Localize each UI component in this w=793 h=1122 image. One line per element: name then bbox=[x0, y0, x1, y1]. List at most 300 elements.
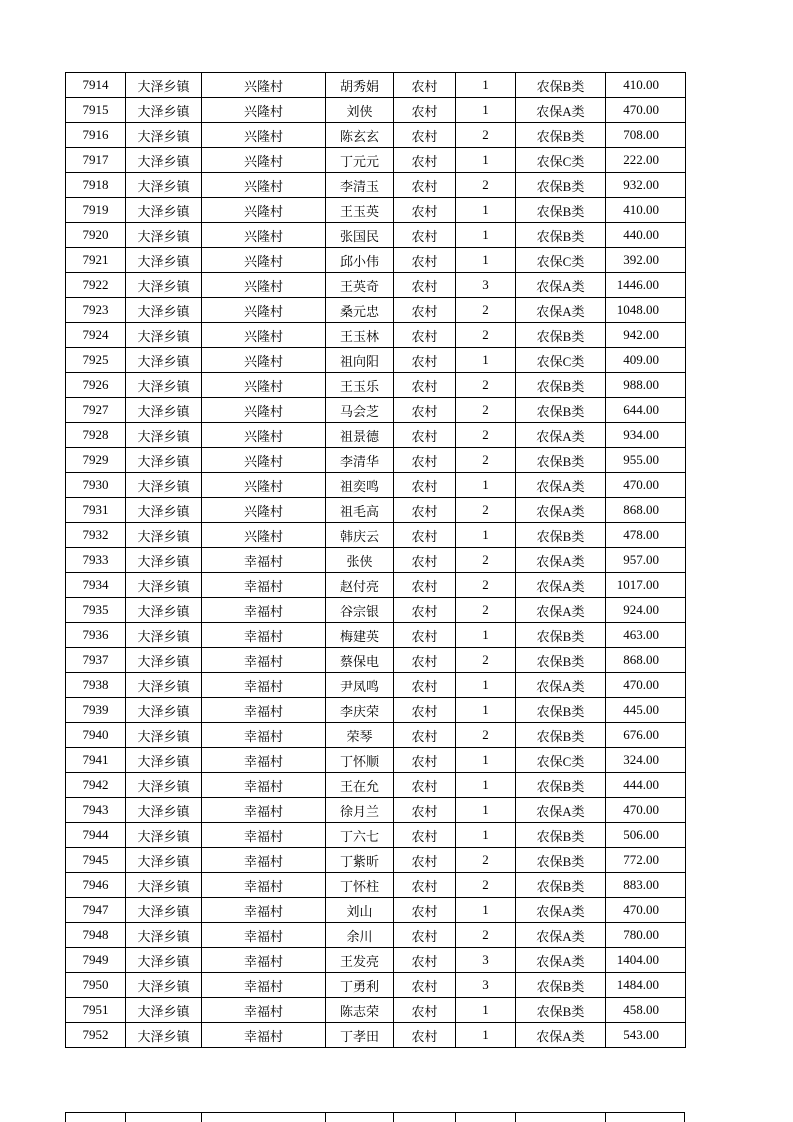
cell-amount: 444.00 bbox=[606, 773, 686, 798]
cell-name: 丁怀顺 bbox=[326, 748, 394, 773]
cell-count: 1 bbox=[456, 223, 516, 248]
cell-category: 农村 bbox=[394, 323, 456, 348]
cell-name: 马会芝 bbox=[326, 398, 394, 423]
cell-amount: 506.00 bbox=[606, 823, 686, 848]
cell-amount: 868.00 bbox=[606, 498, 686, 523]
table-row bbox=[66, 98, 686, 123]
cell-id: 7939 bbox=[66, 698, 126, 723]
cell-id: 7936 bbox=[66, 623, 126, 648]
cell-village: 兴隆村 bbox=[202, 373, 326, 398]
table-row bbox=[66, 298, 686, 323]
cell-count: 2 bbox=[456, 173, 516, 198]
table-row bbox=[66, 798, 686, 823]
cell-id: 7932 bbox=[66, 523, 126, 548]
cell-amount: 1048.00 bbox=[606, 298, 686, 323]
cell-count: 3 bbox=[456, 948, 516, 973]
cell-instype: 农保A类 bbox=[516, 598, 606, 623]
cell-instype: 农保A类 bbox=[516, 473, 606, 498]
cell-name: 王玉乐 bbox=[326, 373, 394, 398]
cell-instype: 农保B类 bbox=[516, 373, 606, 398]
cell-town: 大泽乡镇 bbox=[126, 373, 202, 398]
cell-town: 大泽乡镇 bbox=[126, 598, 202, 623]
cell-name: 胡秀娟 bbox=[326, 73, 394, 98]
cell-village: 兴隆村 bbox=[202, 248, 326, 273]
cell-id: 7918 bbox=[66, 173, 126, 198]
cell-village: 兴隆村 bbox=[202, 198, 326, 223]
cell-count: 2 bbox=[456, 323, 516, 348]
cell-amount: 1404.00 bbox=[606, 948, 686, 973]
cell-id: 7938 bbox=[66, 673, 126, 698]
cell-instype: 农保B类 bbox=[516, 773, 606, 798]
cell-instype: 农保C类 bbox=[516, 148, 606, 173]
cell-town: 大泽乡镇 bbox=[126, 773, 202, 798]
cell-category: 农村 bbox=[394, 223, 456, 248]
cell-town: 大泽乡镇 bbox=[126, 798, 202, 823]
cell-amount: 957.00 bbox=[606, 548, 686, 573]
cell-village: 兴隆村 bbox=[202, 173, 326, 198]
cell-village: 幸福村 bbox=[202, 623, 326, 648]
cell-amount: 324.00 bbox=[606, 748, 686, 773]
cell-count: 2 bbox=[456, 123, 516, 148]
cell-amount: 644.00 bbox=[606, 398, 686, 423]
cell-count: 1 bbox=[456, 698, 516, 723]
cell-name: 祖毛高 bbox=[326, 498, 394, 523]
table-row bbox=[66, 873, 686, 898]
cell-instype: 农保B类 bbox=[516, 323, 606, 348]
cell-town: 大泽乡镇 bbox=[126, 473, 202, 498]
partial-cell bbox=[202, 1113, 326, 1122]
cell-village: 兴隆村 bbox=[202, 148, 326, 173]
cell-name: 梅建英 bbox=[326, 623, 394, 648]
cell-id: 7914 bbox=[66, 73, 126, 98]
cell-town: 大泽乡镇 bbox=[126, 523, 202, 548]
table-row bbox=[66, 348, 686, 373]
cell-instype: 农保A类 bbox=[516, 423, 606, 448]
cell-instype: 农保A类 bbox=[516, 898, 606, 923]
cell-count: 1 bbox=[456, 748, 516, 773]
cell-count: 2 bbox=[456, 873, 516, 898]
cell-count: 3 bbox=[456, 973, 516, 998]
cell-name: 丁勇利 bbox=[326, 973, 394, 998]
cell-id: 7950 bbox=[66, 973, 126, 998]
cell-instype: 农保A类 bbox=[516, 548, 606, 573]
table-row bbox=[66, 148, 686, 173]
cell-town: 大泽乡镇 bbox=[126, 873, 202, 898]
cell-name: 王在允 bbox=[326, 773, 394, 798]
table-row bbox=[66, 748, 686, 773]
welfare-records-table bbox=[65, 72, 686, 1048]
cell-amount: 934.00 bbox=[606, 423, 686, 448]
cell-instype: 农保B类 bbox=[516, 623, 606, 648]
cell-town: 大泽乡镇 bbox=[126, 648, 202, 673]
cell-category: 农村 bbox=[394, 298, 456, 323]
cell-category: 农村 bbox=[394, 823, 456, 848]
cell-town: 大泽乡镇 bbox=[126, 998, 202, 1023]
cell-town: 大泽乡镇 bbox=[126, 948, 202, 973]
cell-name: 王发亮 bbox=[326, 948, 394, 973]
cell-village: 幸福村 bbox=[202, 698, 326, 723]
cell-name: 丁元元 bbox=[326, 148, 394, 173]
cell-town: 大泽乡镇 bbox=[126, 698, 202, 723]
cell-town: 大泽乡镇 bbox=[126, 148, 202, 173]
cell-count: 2 bbox=[456, 398, 516, 423]
cell-name: 桑元忠 bbox=[326, 298, 394, 323]
cell-name: 丁孝田 bbox=[326, 1023, 394, 1048]
cell-town: 大泽乡镇 bbox=[126, 498, 202, 523]
cell-category: 农村 bbox=[394, 873, 456, 898]
cell-category: 农村 bbox=[394, 198, 456, 223]
cell-id: 7925 bbox=[66, 348, 126, 373]
cell-village: 兴隆村 bbox=[202, 473, 326, 498]
cell-village: 幸福村 bbox=[202, 973, 326, 998]
cell-amount: 410.00 bbox=[606, 73, 686, 98]
cell-name: 刘山 bbox=[326, 898, 394, 923]
cell-instype: 农保B类 bbox=[516, 723, 606, 748]
cell-town: 大泽乡镇 bbox=[126, 623, 202, 648]
cell-category: 农村 bbox=[394, 723, 456, 748]
cell-name: 荣琴 bbox=[326, 723, 394, 748]
cell-amount: 1484.00 bbox=[606, 973, 686, 998]
table-row bbox=[66, 923, 686, 948]
cell-town: 大泽乡镇 bbox=[126, 298, 202, 323]
cell-amount: 676.00 bbox=[606, 723, 686, 748]
cell-count: 2 bbox=[456, 423, 516, 448]
cell-amount: 445.00 bbox=[606, 698, 686, 723]
cell-village: 幸福村 bbox=[202, 823, 326, 848]
partial-cell bbox=[66, 1113, 126, 1122]
cell-village: 幸福村 bbox=[202, 748, 326, 773]
cell-town: 大泽乡镇 bbox=[126, 923, 202, 948]
cell-instype: 农保A类 bbox=[516, 673, 606, 698]
cell-amount: 409.00 bbox=[606, 348, 686, 373]
cell-village: 兴隆村 bbox=[202, 398, 326, 423]
cell-category: 农村 bbox=[394, 948, 456, 973]
cell-name: 张国民 bbox=[326, 223, 394, 248]
cell-amount: 708.00 bbox=[606, 123, 686, 148]
cell-name: 赵付亮 bbox=[326, 573, 394, 598]
table-row bbox=[66, 1023, 686, 1048]
cell-instype: 农保C类 bbox=[516, 248, 606, 273]
cell-amount: 440.00 bbox=[606, 223, 686, 248]
cell-category: 农村 bbox=[394, 573, 456, 598]
cell-village: 幸福村 bbox=[202, 998, 326, 1023]
cell-town: 大泽乡镇 bbox=[126, 748, 202, 773]
cell-amount: 478.00 bbox=[606, 523, 686, 548]
cell-town: 大泽乡镇 bbox=[126, 273, 202, 298]
cell-id: 7933 bbox=[66, 548, 126, 573]
cell-id: 7947 bbox=[66, 898, 126, 923]
cell-town: 大泽乡镇 bbox=[126, 173, 202, 198]
cell-town: 大泽乡镇 bbox=[126, 723, 202, 748]
cell-name: 谷宗银 bbox=[326, 598, 394, 623]
table-row bbox=[66, 698, 686, 723]
cell-instype: 农保A类 bbox=[516, 798, 606, 823]
cell-id: 7927 bbox=[66, 398, 126, 423]
cell-count: 1 bbox=[456, 473, 516, 498]
table-row bbox=[66, 73, 686, 98]
cell-instype: 农保B类 bbox=[516, 698, 606, 723]
cell-amount: 543.00 bbox=[606, 1023, 686, 1048]
cell-name: 尹凤鸣 bbox=[326, 673, 394, 698]
cell-amount: 942.00 bbox=[606, 323, 686, 348]
table-row bbox=[66, 623, 686, 648]
cell-category: 农村 bbox=[394, 848, 456, 873]
cell-id: 7929 bbox=[66, 448, 126, 473]
cell-instype: 农保B类 bbox=[516, 648, 606, 673]
cell-amount: 772.00 bbox=[606, 848, 686, 873]
table-row bbox=[66, 848, 686, 873]
cell-name: 王玉英 bbox=[326, 198, 394, 223]
table-row bbox=[66, 498, 686, 523]
cell-name: 王英奇 bbox=[326, 273, 394, 298]
cell-amount: 222.00 bbox=[606, 148, 686, 173]
cell-count: 2 bbox=[456, 723, 516, 748]
table-row bbox=[66, 973, 686, 998]
cell-count: 1 bbox=[456, 898, 516, 923]
cell-village: 兴隆村 bbox=[202, 273, 326, 298]
partial-cell bbox=[456, 1113, 516, 1122]
cell-category: 农村 bbox=[394, 423, 456, 448]
cell-category: 农村 bbox=[394, 548, 456, 573]
table-row bbox=[66, 723, 686, 748]
cell-amount: 410.00 bbox=[606, 198, 686, 223]
cell-id: 7915 bbox=[66, 98, 126, 123]
cell-id: 7941 bbox=[66, 748, 126, 773]
cell-count: 1 bbox=[456, 823, 516, 848]
cell-village: 幸福村 bbox=[202, 798, 326, 823]
cell-count: 1 bbox=[456, 523, 516, 548]
cell-instype: 农保B类 bbox=[516, 448, 606, 473]
cell-category: 农村 bbox=[394, 973, 456, 998]
table-row bbox=[66, 173, 686, 198]
table-body bbox=[66, 73, 686, 1048]
cell-village: 兴隆村 bbox=[202, 98, 326, 123]
cell-id: 7935 bbox=[66, 598, 126, 623]
table-row bbox=[66, 998, 686, 1023]
table-row bbox=[66, 398, 686, 423]
cell-count: 1 bbox=[456, 1023, 516, 1048]
cell-count: 2 bbox=[456, 848, 516, 873]
cell-instype: 农保B类 bbox=[516, 123, 606, 148]
cell-amount: 463.00 bbox=[606, 623, 686, 648]
cell-category: 农村 bbox=[394, 898, 456, 923]
cell-village: 兴隆村 bbox=[202, 323, 326, 348]
cell-village: 幸福村 bbox=[202, 548, 326, 573]
cell-name: 王玉林 bbox=[326, 323, 394, 348]
cell-category: 农村 bbox=[394, 73, 456, 98]
cell-amount: 470.00 bbox=[606, 673, 686, 698]
cell-id: 7949 bbox=[66, 948, 126, 973]
cell-count: 2 bbox=[456, 923, 516, 948]
cell-id: 7923 bbox=[66, 298, 126, 323]
cell-category: 农村 bbox=[394, 373, 456, 398]
table-row bbox=[66, 548, 686, 573]
cell-amount: 780.00 bbox=[606, 923, 686, 948]
cell-instype: 农保C类 bbox=[516, 348, 606, 373]
cell-village: 幸福村 bbox=[202, 948, 326, 973]
cell-name: 陈志荣 bbox=[326, 998, 394, 1023]
cell-name: 陈玄玄 bbox=[326, 123, 394, 148]
cell-category: 农村 bbox=[394, 798, 456, 823]
next-page-partial-row bbox=[65, 1112, 685, 1122]
cell-id: 7917 bbox=[66, 148, 126, 173]
cell-category: 农村 bbox=[394, 398, 456, 423]
cell-id: 7922 bbox=[66, 273, 126, 298]
cell-name: 韩庆云 bbox=[326, 523, 394, 548]
cell-count: 1 bbox=[456, 198, 516, 223]
cell-count: 2 bbox=[456, 573, 516, 598]
cell-village: 幸福村 bbox=[202, 873, 326, 898]
partial-cell bbox=[394, 1113, 456, 1122]
cell-town: 大泽乡镇 bbox=[126, 1023, 202, 1048]
cell-amount: 868.00 bbox=[606, 648, 686, 673]
cell-instype: 农保A类 bbox=[516, 298, 606, 323]
partial-cell bbox=[126, 1113, 202, 1122]
table-row bbox=[66, 598, 686, 623]
cell-count: 1 bbox=[456, 98, 516, 123]
cell-category: 农村 bbox=[394, 698, 456, 723]
cell-instype: 农保B类 bbox=[516, 223, 606, 248]
cell-count: 1 bbox=[456, 248, 516, 273]
cell-count: 2 bbox=[456, 373, 516, 398]
cell-count: 1 bbox=[456, 998, 516, 1023]
cell-name: 祖奕鸣 bbox=[326, 473, 394, 498]
table-row bbox=[66, 248, 686, 273]
cell-id: 7952 bbox=[66, 1023, 126, 1048]
cell-category: 农村 bbox=[394, 1023, 456, 1048]
cell-id: 7916 bbox=[66, 123, 126, 148]
cell-village: 幸福村 bbox=[202, 598, 326, 623]
cell-id: 7934 bbox=[66, 573, 126, 598]
cell-category: 农村 bbox=[394, 173, 456, 198]
table-row bbox=[66, 473, 686, 498]
cell-id: 7943 bbox=[66, 798, 126, 823]
cell-village: 幸福村 bbox=[202, 923, 326, 948]
table-row bbox=[66, 523, 686, 548]
cell-amount: 1446.00 bbox=[606, 273, 686, 298]
cell-village: 兴隆村 bbox=[202, 423, 326, 448]
cell-id: 7928 bbox=[66, 423, 126, 448]
cell-amount: 392.00 bbox=[606, 248, 686, 273]
cell-instype: 农保A类 bbox=[516, 923, 606, 948]
cell-amount: 458.00 bbox=[606, 998, 686, 1023]
cell-category: 农村 bbox=[394, 748, 456, 773]
partial-cell bbox=[516, 1113, 606, 1122]
cell-amount: 470.00 bbox=[606, 98, 686, 123]
cell-amount: 988.00 bbox=[606, 373, 686, 398]
table-row bbox=[66, 323, 686, 348]
cell-village: 兴隆村 bbox=[202, 348, 326, 373]
cell-town: 大泽乡镇 bbox=[126, 973, 202, 998]
cell-village: 幸福村 bbox=[202, 723, 326, 748]
cell-name: 李清华 bbox=[326, 448, 394, 473]
cell-category: 农村 bbox=[394, 923, 456, 948]
table-row bbox=[66, 673, 686, 698]
cell-instype: 农保B类 bbox=[516, 198, 606, 223]
cell-count: 1 bbox=[456, 73, 516, 98]
cell-name: 李清玉 bbox=[326, 173, 394, 198]
cell-village: 幸福村 bbox=[202, 848, 326, 873]
cell-count: 3 bbox=[456, 273, 516, 298]
cell-village: 兴隆村 bbox=[202, 448, 326, 473]
cell-name: 丁六七 bbox=[326, 823, 394, 848]
cell-category: 农村 bbox=[394, 498, 456, 523]
cell-count: 1 bbox=[456, 773, 516, 798]
cell-instype: 农保C类 bbox=[516, 748, 606, 773]
cell-amount: 924.00 bbox=[606, 598, 686, 623]
cell-town: 大泽乡镇 bbox=[126, 573, 202, 598]
cell-count: 2 bbox=[456, 598, 516, 623]
cell-village: 兴隆村 bbox=[202, 498, 326, 523]
cell-count: 1 bbox=[456, 623, 516, 648]
cell-id: 7937 bbox=[66, 648, 126, 673]
cell-instype: 农保A类 bbox=[516, 273, 606, 298]
cell-count: 1 bbox=[456, 673, 516, 698]
table-row bbox=[66, 423, 686, 448]
cell-id: 7944 bbox=[66, 823, 126, 848]
cell-id: 7940 bbox=[66, 723, 126, 748]
cell-name: 刘侠 bbox=[326, 98, 394, 123]
cell-town: 大泽乡镇 bbox=[126, 673, 202, 698]
cell-count: 2 bbox=[456, 298, 516, 323]
cell-amount: 955.00 bbox=[606, 448, 686, 473]
cell-town: 大泽乡镇 bbox=[126, 348, 202, 373]
cell-town: 大泽乡镇 bbox=[126, 323, 202, 348]
table-row bbox=[66, 773, 686, 798]
cell-instype: 农保B类 bbox=[516, 398, 606, 423]
cell-town: 大泽乡镇 bbox=[126, 548, 202, 573]
cell-category: 农村 bbox=[394, 123, 456, 148]
cell-instype: 农保B类 bbox=[516, 523, 606, 548]
cell-id: 7942 bbox=[66, 773, 126, 798]
cell-name: 余川 bbox=[326, 923, 394, 948]
cell-village: 幸福村 bbox=[202, 648, 326, 673]
table-row bbox=[66, 448, 686, 473]
cell-amount: 470.00 bbox=[606, 473, 686, 498]
cell-category: 农村 bbox=[394, 248, 456, 273]
cell-name: 张侠 bbox=[326, 548, 394, 573]
cell-amount: 470.00 bbox=[606, 898, 686, 923]
cell-category: 农村 bbox=[394, 998, 456, 1023]
cell-village: 幸福村 bbox=[202, 1023, 326, 1048]
cell-town: 大泽乡镇 bbox=[126, 398, 202, 423]
cell-town: 大泽乡镇 bbox=[126, 248, 202, 273]
cell-town: 大泽乡镇 bbox=[126, 73, 202, 98]
cell-village: 兴隆村 bbox=[202, 298, 326, 323]
cell-name: 徐月兰 bbox=[326, 798, 394, 823]
table-row bbox=[66, 223, 686, 248]
cell-village: 幸福村 bbox=[202, 673, 326, 698]
cell-instype: 农保A类 bbox=[516, 573, 606, 598]
cell-name: 李庆荣 bbox=[326, 698, 394, 723]
cell-instype: 农保B类 bbox=[516, 173, 606, 198]
cell-count: 1 bbox=[456, 148, 516, 173]
cell-name: 邱小伟 bbox=[326, 248, 394, 273]
cell-instype: 农保B类 bbox=[516, 973, 606, 998]
cell-instype: 农保A类 bbox=[516, 98, 606, 123]
cell-town: 大泽乡镇 bbox=[126, 423, 202, 448]
cell-town: 大泽乡镇 bbox=[126, 98, 202, 123]
cell-category: 农村 bbox=[394, 148, 456, 173]
cell-category: 农村 bbox=[394, 273, 456, 298]
cell-amount: 883.00 bbox=[606, 873, 686, 898]
cell-id: 7931 bbox=[66, 498, 126, 523]
table-row bbox=[66, 373, 686, 398]
table-row bbox=[66, 823, 686, 848]
cell-town: 大泽乡镇 bbox=[126, 198, 202, 223]
cell-village: 兴隆村 bbox=[202, 523, 326, 548]
cell-instype: 农保A类 bbox=[516, 1023, 606, 1048]
